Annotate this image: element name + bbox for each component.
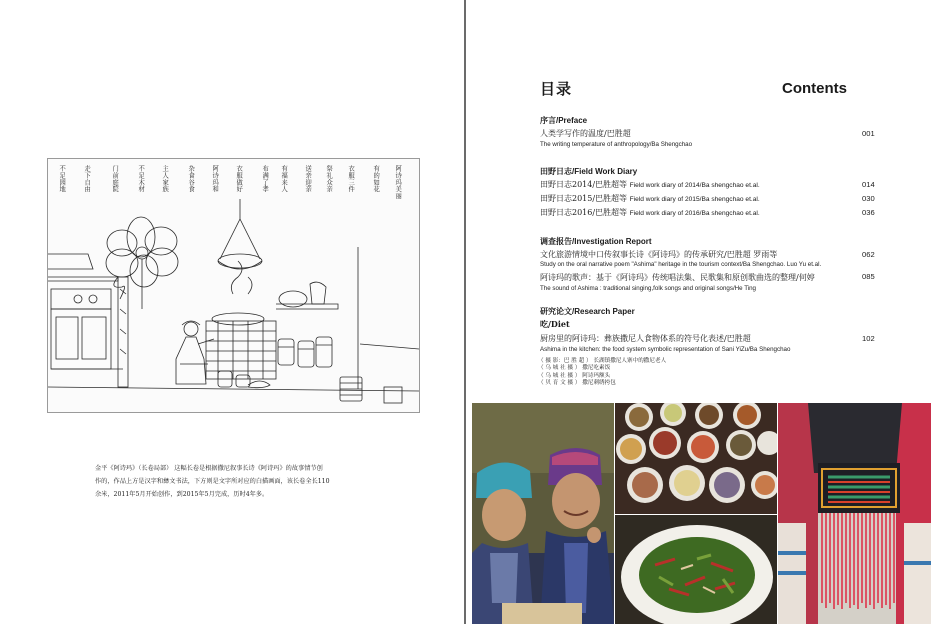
kitchen-line-drawing (48, 159, 419, 412)
photo-credit-line: （ 贝 育 文 摄 ） 撒尼刺绣挎包 (538, 379, 616, 386)
section-heading-preface: 序言/Preface (540, 116, 588, 125)
caption-line: 金平《阿诗玛》（长卷局部） 这幅长卷是根据撒尼叙事长诗《阿诗玛》的故事情节创 (95, 465, 323, 472)
calligraphy-column: 布满了孝 (261, 165, 269, 193)
calligraphy-column: 走下自由 (83, 165, 91, 193)
toc-entry-page: 102 (862, 334, 875, 343)
toc-entry-page: 001 (862, 129, 875, 138)
calligraphy-column: 送亲迎亲 (304, 165, 312, 193)
toc-entry-title[interactable]: 田野日志2016/巴胜超等 Field work diary of 2016/Ba shengchao et.al. (540, 208, 760, 217)
calligraphy-column: 衣服做好 (235, 165, 243, 193)
toc-entry-title[interactable]: 阿诗玛的歌声：基于《阿诗玛》传统唱法集、民歌集和原创歌曲选的整理/何婷 (540, 273, 815, 282)
section-heading-research: 研究论文/Research Paper (540, 307, 635, 316)
calligraphy-column: 有的如花 (372, 165, 380, 193)
photo-credit-line: （ 乌 城 社 摄 ） 阿诗玛额头 (538, 372, 611, 379)
calligraphy-column: 不足木材 (137, 165, 145, 193)
photo-sani-diet-dishes (615, 403, 777, 514)
right-page (466, 0, 931, 624)
calligraphy-column: 有福来人 (280, 165, 288, 193)
section-heading-investigation: 调查报告/Investigation Report (540, 237, 652, 246)
calligraphy-column: 不足园地 (58, 165, 66, 193)
toc-entry-subtitle: The writing temperature of anthropology/Ba Shengchao (540, 141, 693, 148)
toc-title-english: Contents (782, 80, 847, 97)
stove-drawing (206, 313, 276, 379)
toc-entry-title[interactable]: 厨房里的阿诗玛：彝族撒尼人食物体系的符号化表述/巴胜超 (540, 334, 751, 343)
photo-credit-line: （ 乌 城 社 摄 ） 撒尼吃素饭 (538, 365, 611, 372)
toc-entry-page: 085 (862, 272, 875, 281)
photo-stir-fry-dish (615, 515, 777, 624)
toc-entry-title[interactable]: 人类学写作的温度/巴胜超 (540, 129, 631, 138)
toc-entry-page: 030 (862, 194, 875, 203)
toc-entry-subtitle: Ashima in the kitchen: the food system symbolic representation of Sani YiZu/Ba Shengchao (540, 346, 791, 353)
calligraphy-column: 阿诗玛美丽 (394, 165, 402, 200)
flower-drawing (106, 217, 178, 309)
toc-entry-subtitle: The sound of Ashima : traditional singing,folk songs and original songs/He Ting (540, 285, 757, 292)
toc-entry-page: 062 (862, 250, 875, 259)
woman-figure-drawing (176, 321, 214, 384)
caption-line: 作的，作品上方是汉字和彝文书法，下方则是文字所对应的白描画面，该长卷全长110 (95, 478, 330, 485)
illustration-caption (95, 462, 395, 501)
left-page (0, 0, 465, 624)
toc-title-chinese: 目录 (540, 80, 573, 98)
toc-entry-page: 014 (862, 180, 875, 189)
barrels-drawing (278, 337, 332, 367)
toc-entry-title[interactable]: 田野日志2014/巴胜超等 Field work diary of 2014/Ba shengchao et.al. (540, 180, 760, 189)
toc-entry-subtitle: Study on the oral narrative poem "Ashima" heritage in the tourism context/Ba Shengchao. Luo Yu et.al. (540, 261, 822, 268)
calligraphy-column: 门前庭院 (111, 165, 119, 193)
calligraphy-column: 衣服三件 (347, 165, 355, 193)
photo-credits (538, 358, 666, 387)
photo-credit-line: （ 摄 影：巴 胜 超 ） 长湖镇撒尼人寨中的撒尼老人 (538, 358, 667, 364)
scroll-illustration (47, 158, 420, 413)
hanging-basket-drawing (218, 199, 262, 269)
toc-entry-title[interactable]: 文化旅游情境中口传叙事长诗《阿诗玛》的传承研究/巴胜超 罗雨等 (540, 250, 778, 259)
photo-sani-elders (472, 403, 614, 624)
photo-sani-embroidered-bag (778, 403, 931, 624)
section-subheading-diet: 吃/Diet (540, 319, 570, 329)
calligraphy-column: 阿诗玛和 (211, 165, 219, 193)
section-heading-fieldwork: 田野日志/Field Work Diary (540, 167, 638, 176)
calligraphy-column: 主人家族 (161, 165, 169, 193)
caption-line: 余米，2011年5月开始创作，到2015年5月完成，历时4年多。 (95, 491, 269, 498)
calligraphy-column: 祭礼众亲 (325, 165, 333, 193)
toc-entry-page: 036 (862, 208, 875, 217)
calligraphy-column: 杂食谷食 (187, 165, 195, 193)
toc-entry-title[interactable]: 田野日志2015/巴胜超等 Field work diary of 2015/Ba shengchao et.al. (540, 194, 760, 203)
